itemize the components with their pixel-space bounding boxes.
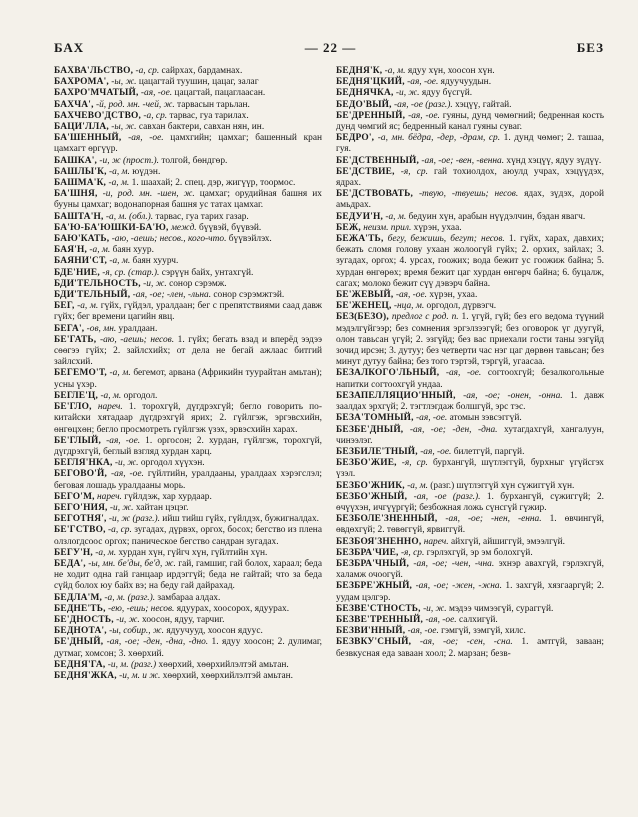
entry-definition: замбараа алдах. [155,592,221,603]
entry-grammar: -ая, -ое (разг.). [391,99,453,110]
dictionary-entry [54,279,322,290]
entry-definition: билетгүй, паргүй. [451,446,525,457]
entry-grammar: -я, ср. [394,166,428,177]
entry-definition: оргодол хүүхэн. [138,458,205,469]
entry-definition: ядуурах, хоосорох, ядуурах. [174,603,290,614]
entry-headword: БЕЗБРА'ЧИЕ, [336,547,399,558]
entry-headword: БЕЖА'ТЬ, [336,234,384,245]
entry-headword: БЕ'ГЛО, [54,402,92,413]
entry-definition: ядуучуудын. [438,77,492,88]
entry-headword: БЕГО'НИЯ, [54,502,108,513]
entry-headword: БЕГЛЕ'Ц, [54,390,99,401]
entry-definition: мэдээ чимээгүй, сураггүй. [446,603,554,614]
dictionary-entry [54,301,322,323]
dictionary-entry [336,458,604,480]
entry-definition: цацагтай туушин, цацаг, залаг [136,77,259,88]
entry-grammar: -а, м. [106,368,131,379]
entry-headword: БЕГУ'Н, [54,547,93,558]
entry-headword: БЕДНЯ'ГА, [54,659,106,670]
dictionary-entry [54,111,322,122]
entry-grammar: -и, м. и ж. [116,670,161,681]
entry-definition: 1. гүйх; бегать взад и вперёд ээдээ сөөгээ гүйх; 2. зайлсхийх; от дела не бегай ажлаас битгий зайлсхий. [54,334,322,368]
entry-headword: БА'ШЕННЫЙ, [54,133,122,144]
dictionary-entry [54,167,322,178]
dictionary-entry [336,223,604,234]
entry-grammar: -а, м. [106,166,130,177]
dictionary-entry [54,212,322,223]
dictionary-entry [336,167,604,189]
dictionary-entry [54,66,322,77]
entry-grammar: -твую, -твуешь; несов. [413,189,519,200]
entry-definition: айхгүй, айшиггүй, эмээлгүй. [448,536,565,547]
entry-grammar: -ая, -ое. [138,88,173,99]
entry-definition: ядах, зүдэх, дорой амьдрах. [336,189,604,211]
entry-definition: гэмгүй, зэмгүй, хилс. [438,626,526,637]
dictionary-entry [336,100,604,111]
dictionary-entry [54,514,322,525]
entry-definition: ядуу хүн, хоосон хүн. [405,66,495,76]
entry-definition: оргодол, дүрвэгч. [424,301,497,312]
dictionary-entry [54,391,322,402]
entry-headword: БЕ'ЖЕНЕЦ, [336,301,392,312]
entry-headword: БЕ'ДРЕННЫЙ, [336,110,406,121]
entry-headword: БЕ'ГАТЬ, [54,334,97,345]
dictionary-entry [54,402,322,436]
entry-grammar: -и, м. (разг.) [105,659,157,670]
entry-headword: БЕДРО', [336,133,375,144]
dictionary-entry [336,425,604,447]
entry-grammar: -а, мн. бёдра, -дер, -драм, ср. [374,133,501,144]
dictionary-entry [336,492,604,514]
entry-headword: БАХРОМА', [54,77,109,88]
entry-grammar: -аю, -аешь; несов. [96,334,175,345]
entry-definition: 1. өвчингүй, өвдөхгүй; 2. төвөггүй, ярвиггүй. [336,514,604,536]
entry-definition: хэцүү, гайтай. [452,99,512,110]
dictionary-entry [54,234,322,245]
dictionary-entry [54,88,322,99]
entry-headword: БЕ'ГЛЫЙ, [54,435,102,446]
entry-grammar: -ая, -ое. [405,626,439,637]
entry-grammar: -а, ср. [141,110,168,121]
entry-grammar: нареч. [91,402,123,413]
entry-headword: БЕ'ДСТВИЕ, [336,166,395,177]
entry-grammar: -ов, мн. [84,323,117,334]
page-number: — 22 — [304,40,357,55]
dictionary-entry [54,469,322,491]
dictionary-entry [54,503,322,514]
dictionary-entry [336,548,604,559]
entry-grammar: -ая, -ое; -нен, -енна. [437,514,542,525]
dictionary-entry [336,234,604,290]
entry-definition: 1. бурхангүй, сүжиггүй; 2. өчүүхэн, ичгүүргүй; безбожная ложь сүнсгүй гүжир. [336,491,604,513]
entry-grammar: -и, ж (разг.). [106,514,160,525]
entry-headword: БЕГОТНЯ', [54,514,107,525]
entry-headword: БЕЗБРЕ'ЖНЫЙ, [336,581,413,592]
entry-headword: БЕГА', [54,323,85,334]
dictionary-entry [54,256,322,267]
entry-definition: 1. гүйх, харах, давхих; бежать сломя голову ухаан жолоогүй гүйх; 2. орхих, зайлах; 3. зугадах, оргох; 4. урсах, гоожих; вода бежит ус гоожиж байна; 5. хурдан өнгөрөх; время бежит цаг хурдан өнгөрч байна; 6. буцалж, сагах; молоко бежит сүү дэвэрч байна. [336,234,604,289]
entry-headword: БЕЗАПЕЛЛЯЦИО'ННЫЙ, [336,390,456,401]
entry-grammar: -а, м. (разг.). [102,592,156,603]
entry-headword: БАЦИ'ЛЛА, [54,122,109,133]
entry-definition: гүйлтийн, уралдааны, уралдаах хэрэгслэл; беговая лошадь уралдааны морь. [54,469,322,491]
dictionary-entry [54,133,322,155]
entry-headword: БАЯНИ'СТ, [54,256,108,267]
dictionary-entry [54,593,322,604]
entry-grammar: -а, м. [382,66,406,76]
entry-grammar: -и, ж. [112,458,139,469]
entry-headword: БЕДНЯ'К, [336,66,383,76]
left-column [54,66,322,806]
dictionary-entry [54,268,322,279]
entry-headword: БЕДУИ'Н, [336,211,384,222]
entry-grammar: -ая, -ое. [107,469,144,480]
entry-headword: БА'ШНЯ, [54,189,98,200]
entry-definition: хүнд хэцүү, ядуу зүдүү. [504,155,602,166]
entry-definition: савхан бактери, савхан нян, ин. [136,122,265,133]
entry-definition: 1. захгүй, хязгааргүй; 2. уудам цэлгэр. [336,581,604,603]
entry-grammar: -я, ср. (стар.). [99,267,160,278]
entry-headword: БЕДНЯ'ЖКА, [54,670,117,681]
entry-definition: зугадах, дүрвэх, оргох, босох; бегство из плена олзлогдсоос оргох; паническое бегство сандран зугадах. [54,525,322,547]
entry-grammar: бегу, бежишь, бегут; несов. [383,234,505,245]
entry-grammar: -аю, -аешь; несов., кого-что. [109,234,227,245]
dictionary-entry [336,88,604,99]
entry-headword: БЕЗ(БЕЗО), [336,312,389,323]
entry-definition: хайтан цэцэг. [133,502,189,513]
entry-grammar: -ы, ж. [108,77,137,88]
entry-grammar: -ая, -ое; -ден, -дна. [403,424,498,435]
entry-headword: БАХЧЕВО'ДСТВО, [54,110,142,121]
entry-definition: гай тохиолдох, аюулд учрах, хэцүүдэх, ядрах. [336,166,604,189]
entry-headword: БЕЖ, [336,222,361,233]
dictionary-entry [336,413,604,424]
entry-definition: атомын зэвсэггүй. [447,413,522,424]
entry-headword: БЕЗБОЛЕ'ЗНЕННЫЙ, [336,514,438,525]
entry-definition: хурдан хүн, гүйгч хүн, гүйлтийн хүн. [116,547,268,558]
entry-grammar: -и, ж. [420,603,447,614]
entry-definition: бүүвэйлэх. [226,234,272,245]
entry-definition: баян хуурч. [130,256,179,267]
dictionary-entry [336,66,604,77]
entry-definition: (разг.) шүтлэггүй хүн сүжиггүй хүн. [427,480,575,491]
entry-headword: БДЕ'НИЕ, [54,267,100,278]
entry-grammar: -и, ж (прост.). [97,155,160,166]
dictionary-entry [54,671,322,682]
entry-headword: БЕЗБЕ'ДНЫЙ, [336,424,404,435]
entry-grammar: -ая, -ое. [121,133,164,144]
entry-definition: 1. шаахай; 2. спец. дэр, жигүүр, тоормос. [129,178,296,189]
entry-headword: БАЯ'Н, [54,245,88,256]
entry-headword: БЕДНОТА', [54,626,107,637]
entry-grammar: -а, ср. [105,525,132,536]
entry-definition: 1. дунд чөмөг; 2. ташаа, гуя. [336,133,604,155]
entry-definition: бүүвэй, бүүвэй. [196,222,262,233]
entry-grammar: -ая, -ое. [417,446,452,457]
entry-grammar: -ею, -ешь; несов. [105,603,175,614]
entry-headword: БАХЧА', [54,99,94,110]
dictionary-entry [54,458,322,469]
dictionary-entry [336,111,604,133]
entry-definition: тарвас, гуа тарилах. [167,110,249,121]
entry-headword: БЕГЕМО'Т, [54,368,107,379]
entry-definition: согтоохгүй; безалкогольные напитки согтоохгүй ундаа. [336,368,604,390]
dictionary-entry [54,559,322,593]
entry-headword: БЕ'ДНОСТЬ, [54,614,114,625]
entry-definition: тарвас, гуа тарих газар. [153,211,249,222]
entry-definition: хүрэн, ухаа. [411,222,462,233]
entry-grammar: неизм. прил. [360,222,412,233]
header-left-guideword: БАХ [54,40,85,55]
dictionary-entry [336,537,604,548]
dictionary-entry [336,637,604,659]
entry-grammar: -ая, -ое. [413,413,448,424]
entry-headword: БЕЗВИ'ННЫЙ, [336,626,406,637]
entry-definition: ийш тийш гүйх, гүйлдэх, бужигналдах. [159,514,319,525]
dictionary-entry [54,335,322,369]
dictionary-entry [336,368,604,390]
entry-grammar: -ая, -ое; -жен, -жна. [412,581,502,592]
entry-headword: БЕДНЯ'ЦКИЙ, [336,77,405,88]
entry-headword: БЕЗВЕ'СТНОСТЬ, [336,603,421,614]
dictionary-entry [336,559,604,581]
text-columns [54,66,604,806]
entry-headword: БАХРО'МЧАТЫЙ, [54,88,139,99]
entry-grammar: -а, м. [107,256,131,267]
entry-headword: БЕЗАЛКОГО'ЛЬНЫЙ, [336,368,440,379]
entry-grammar: -и, ж. [113,614,140,625]
entry-headword: БАШЛЫ'К, [54,166,107,177]
dictionary-entry [54,223,322,234]
entry-headword: БАЮ'КАТЬ, [54,234,110,245]
entry-grammar: -ая, -ое; -онен, -онна. [455,390,563,401]
entry-definition: уралдаан. [116,323,158,334]
dictionary-entry [336,581,604,603]
entry-grammar: межд. [168,222,197,233]
entry-definition: сонор сэрэмжтэй. [211,290,285,301]
entry-definition: цамхгийн; цамхаг; башенный кран цамхагт өргүүр. [54,133,322,155]
dictionary-entry [54,156,322,167]
entry-headword: БЕГО'М, [54,491,95,502]
entry-grammar: -и, род. мн. -шен, ж. [97,189,195,200]
entry-definition: бегемот, арвана (Африкийн туурайтан амьтан); усны үхэр. [54,368,322,390]
entry-definition: гэрлэхгүй, эр эм болохгүй. [424,547,533,558]
entry-headword: БЕЗБРА'ЧНЫЙ, [336,558,410,569]
entry-definition: гай, гамшиг, гай болох, хараал; беда не ходит одна гай ганцаар ирдэггүй; беда не гайтай; что за беда сүйд болох юу байх вэ; на беду гай дайрахад. [54,558,322,592]
entry-grammar: -й, род. мн. -чей, ж. [93,99,175,110]
dictionary-entry [336,156,604,167]
entry-definition: гүйх, гүйдэл, уралдаан; бег с препятствиями саад давж гүйх; бег времени цагийн явц. [54,301,322,323]
dictionary-entry [54,637,322,659]
dictionary-entry [54,178,322,189]
entry-grammar: -а, ср. [133,66,160,76]
entry-definition: тарвасын тарьлан. [174,99,250,110]
entry-headword: БЕЗВЕ'ТРЕННЫЙ, [336,614,424,625]
dictionary-entry [54,100,322,111]
dictionary-entry [54,77,322,88]
entry-grammar: -ая, -ое. [423,614,457,625]
entry-grammar: -нца, м. [391,301,425,312]
entry-grammar: -ая, -ое. [404,77,439,88]
entry-definition: цацагтай, пацаглаасан. [172,88,266,99]
entry-definition: 1. давж заалдах эрхгүй; 2. тэгтлэгдаж болшгүй, эрс тэс. [336,390,604,413]
entry-definition: 1. торохгүй, дүгдрэхгүй; бегло говорить по-китайски хятадаар дүгдрэхгүй ярих; 2. гүйлгэж, эргэвсхийн, өнгөцхөн; бегло просмотреть гүйлгэж үзэх, эрвэсхийн харах. [54,402,322,435]
entry-definition: хутагдахгүй, хангалуун, чинээлэг. [336,424,604,446]
entry-grammar: -а, м. [74,301,99,312]
entry-headword: БА'Ю-БА'ЮШКИ-БА'Ю, [54,222,169,233]
entry-headword: БЕЗБО'ЖНЫЙ, [336,491,408,502]
dictionary-entry [54,548,322,559]
dictionary-entry [54,525,322,547]
dictionary-entry [336,626,604,637]
dictionary-entry [54,324,322,335]
entry-definition: хүрэн, ухаа. [427,290,478,301]
dictionary-entry [54,368,322,390]
dictionary-entry [54,615,322,626]
right-column [336,66,604,806]
dictionary-entry [54,189,322,211]
entry-definition: 1. ядуу хоосон; 2. дулимаг, дутмаг, хомсон; 3. хөөрхий. [54,637,322,659]
entry-definition: гүйлдэж, хар хурдаар. [121,491,212,502]
entry-definition: сэрүүн байх, унтахгүй. [159,267,254,278]
entry-grammar: -ая, -ое; -сен, -сна. [411,637,513,648]
entry-headword: БЕДО'ВЫЙ, [336,99,392,110]
entry-grammar: -ая, -ое. [439,368,482,379]
entry-definition: сонор сэрэмж. [166,278,227,289]
entry-grammar: -ы, собир., ж. [106,626,164,637]
entry-definition: баян хуур. [110,245,154,256]
entry-definition: эхнэр авахгүй, гэрлэхгүй, халамж очоогүй. [336,558,604,581]
entry-grammar: -ы, ж. [108,122,137,133]
entry-headword: БДИ'ТЕЛЬНОСТЬ, [54,278,141,289]
entry-grammar: -ая, -ое (разг.). [407,491,481,502]
entry-definition: салхигүй. [456,614,498,625]
dictionary-entry [336,212,604,223]
entry-headword: БЕДНЯЧКА, [336,88,394,99]
entry-grammar: -ая, -ое; -вен, -венна. [419,155,505,166]
dictionary-entry [336,189,604,211]
entry-grammar: нареч. [94,491,122,502]
dictionary-entry [336,133,604,155]
entry-grammar: -а, м. [404,480,428,491]
entry-grammar: -а, м. [92,547,117,558]
entry-headword: БДИ'ТЕЛЬНЫЙ, [54,290,131,301]
entry-headword: БЕДЛА'М, [54,592,103,603]
entry-definition: гуяны, дунд чөмөгний; бедренная кость дунд чөмгий яс; бедренный канал гуяны суваг. [336,110,604,133]
entry-definition: хоосон, ядуу, тарчиг. [139,614,225,625]
dictionary-entry [336,604,604,615]
entry-headword: БЕ'ДСТВЕННЫЙ, [336,155,420,166]
dictionary-entry [54,492,322,503]
entry-headword: БЕЗБО'ЖНИК, [336,480,405,491]
entry-grammar: -и, ж. [107,502,134,513]
entry-definition: бурхангүй, шүтлэггүй, бурхныг үгүйсгэх үзэл. [336,458,604,480]
entry-definition: юүдэн. [129,166,161,177]
entry-headword: БЕЗБИЛЕ'ТНЫЙ, [336,446,418,457]
entry-grammar: нареч. [421,536,449,547]
dictionary-entry [336,290,604,301]
entry-grammar: -а, м. [98,390,122,401]
entry-definition: 1. үгүй, гүй; без его ведома түүний мэдэлгүйгээр; без сомнения эргэлзээгүй; без оговорок үг дуугүй, олон тавьсан үгүй; 2. эзгүйд; без вас приехали гости таны эзгүйд зочид ирсэн; 3. дутуу; без четверти час нэг цаг дөрвөн тавьсан; без минут дутуу байна; без того тэртэй, тэргүй, угаасаа. [336,312,604,368]
dictionary-entry [336,312,604,368]
entry-headword: БЕ'ДСТВОВАТЬ, [336,189,414,200]
entry-headword: БАШКА', [54,155,98,166]
entry-grammar: -а, м. [383,211,407,222]
entry-grammar: -ая, -ое. [101,435,141,446]
entry-definition: ядуу бүсгүй. [419,88,473,99]
dictionary-entry [54,660,322,671]
entry-headword: БЕГОВО'Й, [54,469,108,480]
entry-definition: хөөрхий, хөөрхийлэлтэй амьтан. [156,659,289,670]
entry-headword: БЕЗБОЯ'ЗНЕННО, [336,536,422,547]
entry-grammar: -ая, -ое; -ден, -дна, -дно. [103,637,209,648]
entry-headword: БЕЗБО'ЖИЕ, [336,458,397,469]
entry-grammar: -а, м. [87,245,111,256]
dictionary-entry [54,122,322,133]
dictionary-entry [336,301,604,312]
entry-definition: 1. амтгүй, заваан; безвкусная еда заваан хоол; 2. марзан; безв- [336,637,604,659]
dictionary-entry [336,447,604,458]
entry-definition: ядуучууд, хоосон ядуус. [163,626,263,637]
entry-definition: хөөрхий, хөөрхийлэлтэй амьтан. [160,670,294,681]
entry-headword: БЕДА', [54,558,86,569]
entry-grammar: -а, м. [106,178,130,189]
entry-headword: БЕ'ДНЫЙ, [54,637,104,648]
dictionary-entry [336,514,604,536]
dictionary-entry [54,626,322,637]
entry-definition: 1. оргосон; 2. хурдан, гүйлгэж, торохгүй, дүгдрэхгүй, беглый взгляд хурдан харц. [54,435,322,457]
entry-definition: оргодол. [121,390,158,401]
entry-headword: БАШМА'К, [54,178,107,189]
entry-headword: БАХВА'ЛЬСТВО, [54,66,134,76]
entry-grammar: -ая, -ое. [393,290,427,301]
dictionary-entry [54,290,322,301]
entry-grammar: -я, ср. [396,458,428,469]
entry-grammar: -ая, -ое; -лен, -льна. [130,290,212,301]
entry-grammar: -и, ж. [140,278,167,289]
entry-headword: БАШТА'Н, [54,211,104,222]
entry-headword: БЕ'ГСТВО, [54,525,106,536]
entry-headword: БЕЗА'ТОМНЫЙ, [336,413,414,424]
entry-grammar: -я, ср. [398,547,425,558]
entry-grammar: -ая, -ое. [405,110,440,121]
entry-headword: БЕ'ЖЕВЫЙ, [336,290,394,301]
entry-grammar: -ы, мн. бе'ды, бе'д, ж. [85,558,176,569]
entry-headword: БЕГ, [54,301,75,312]
entry-grammar: -и, ж. [393,88,420,99]
entry-headword: БЕГЛЯ'НКА, [54,458,113,469]
dictionary-entry [54,436,322,458]
entry-definition: цамхаг; орудийная башня их бууны цамхаг; водонапорная башня ус татах цамхаг. [54,189,322,211]
dictionary-entry [336,615,604,626]
entry-definition: толгой, бөндгөр. [159,155,228,166]
entry-grammar: -а, м. (обл.). [103,211,154,222]
dictionary-entry [54,245,322,256]
dictionary-entry [336,391,604,413]
entry-headword: БЕДНЕ'ТЬ, [54,603,106,614]
dictionary-entry [336,77,604,88]
dictionary-entry [54,604,322,615]
dictionary-entry [336,481,604,492]
entry-definition: сайрхах, бардамнах. [159,66,243,76]
entry-grammar: -ая, -ое; -чен, -чна. [409,558,495,569]
entry-grammar: предлог с род. п. [388,312,459,323]
header-right-guideword: БЕЗ [576,40,604,55]
entry-headword: БЕЗВКУ'СНЫЙ, [336,637,412,648]
entry-definition: бедуин хүн, арабын нүүдэлчин, бэдан явагч. [406,211,586,222]
running-header [54,40,604,56]
